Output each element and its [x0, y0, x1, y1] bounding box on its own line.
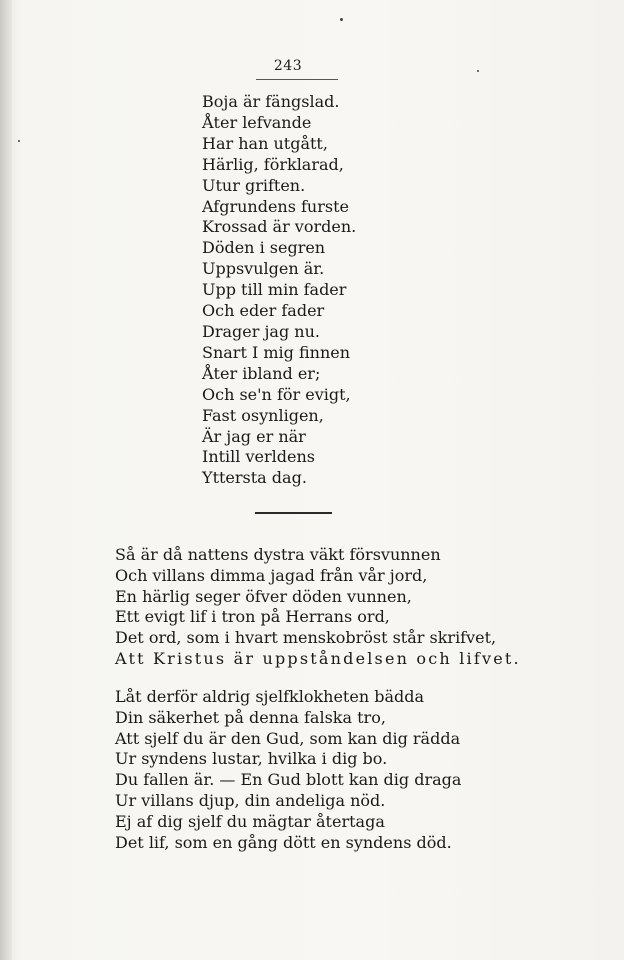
page-number: 243 [273, 58, 303, 74]
stanza-final-line: Att Kristus är uppståndelsen och lifvet. [115, 648, 521, 668]
verse-line: Och eder fader [202, 301, 325, 321]
stanza-line: Det lif, som en gång dött en syndens död. [115, 832, 452, 852]
verse-line: Och se'n för evigt, [202, 384, 351, 404]
verse-line: Uppsvulgen är. [202, 259, 325, 279]
verse-line: Krossad är vorden. [202, 217, 357, 237]
stanza-line: Du fallen är. — En Gud blott kan dig draga [115, 770, 462, 790]
stanza-line: Ur syndens lustar, hvilka i dig bo. [115, 749, 388, 769]
verse-line: Intill verldens [202, 447, 315, 467]
stanza-line: Så är då nattens dystra väkt försvunnen [115, 545, 441, 564]
verse-line: Är jag er när [202, 426, 306, 446]
stanza-line: Ett evigt lif i tron på Herrans ord, [115, 607, 390, 627]
verse-line: Åter ibland er; [202, 363, 321, 383]
stanza-line: Din säkerhet på denna falska tro, [115, 707, 386, 727]
stanza-line: En härlig seger öfver döden vunnen, [115, 586, 412, 606]
verse-line: Drager jag nu. [202, 321, 320, 341]
stanza-line: Ej af dig sjelf du mägtar återtaga [115, 811, 385, 831]
verse-line: Åter lefvande [202, 112, 312, 132]
verse-line: Döden i segren [202, 238, 326, 258]
stanza-line: Det ord, som i hvart menskobröst står skrifvet, [115, 628, 497, 648]
verse-line: Snart I mig finnen [202, 342, 351, 362]
verse-line: Fast osynligen, [202, 405, 324, 425]
verse-line: Boja är fängslad. [202, 92, 340, 111]
stanza-line: Att sjelf du är den Gud, som kan dig rädda [115, 728, 461, 748]
verse-line: Yttersta dag. [202, 468, 307, 488]
verse-line: Härlig, förklarad, [202, 154, 344, 174]
stanza-one [115, 545, 521, 670]
ink-speck [340, 18, 343, 21]
verse-line: Upp till min fader [202, 280, 347, 300]
verse-line: Afgrundens furste [202, 196, 349, 216]
ink-speck [18, 140, 20, 142]
section-divider [255, 512, 332, 514]
verse-line: Har han utgått, [202, 133, 328, 153]
stanza-two [115, 687, 461, 853]
page-spine-shadow [0, 0, 12, 960]
ink-speck [477, 70, 479, 72]
short-verse-block [202, 92, 356, 489]
stanza-line: Ur villans djup, din andeliga nöd. [115, 790, 386, 810]
stanza-line: Låt derför aldrig sjelfklokheten bädda [115, 687, 425, 706]
stanza-line: Och villans dimma jagad från vår jord, [115, 565, 428, 585]
verse-line: Utur griften. [202, 175, 306, 195]
page-number-rule [256, 79, 338, 80]
